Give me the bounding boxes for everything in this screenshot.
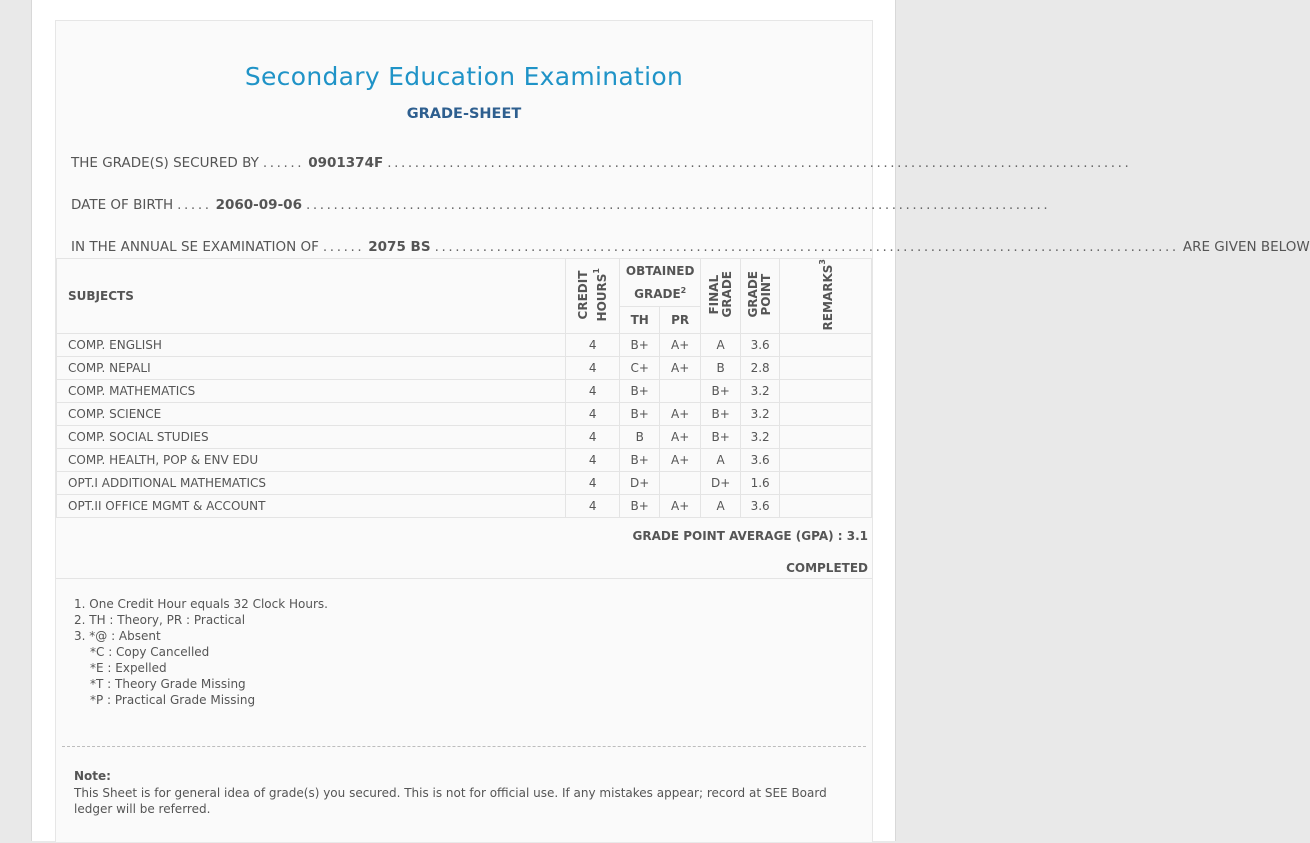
subject-cell: COMP. SOCIAL STUDIES [57, 426, 566, 449]
credit-cell: 4 [566, 495, 620, 518]
header-pr: PR [660, 307, 701, 334]
credit-cell: 4 [566, 472, 620, 495]
footnotes-list [74, 596, 328, 708]
final-grade-cell: B+ [701, 426, 741, 449]
subject-cell: COMP. MATHEMATICS [57, 380, 566, 403]
dot-leader: ............................................................................................................ [434, 239, 1179, 255]
theory-grade-cell: B+ [620, 334, 660, 357]
exam-suffix: ARE GIVEN BELOW [1182, 239, 1310, 255]
dot-leader: ...... [322, 239, 365, 255]
theory-grade-cell: B [620, 426, 660, 449]
subject-cell: COMP. SCIENCE [57, 403, 566, 426]
page-title: Secondary Education Examination [244, 62, 684, 91]
footnote-item: 2. TH : Theory, PR : Practical [74, 613, 246, 627]
footnote-item: *P : Practical Grade Missing [90, 693, 256, 707]
remarks-cell [780, 357, 872, 380]
credit-cell: 4 [566, 334, 620, 357]
table-row [57, 426, 872, 449]
table-row [57, 449, 872, 472]
theory-grade-cell: B+ [620, 449, 660, 472]
practical-grade-cell [660, 380, 701, 403]
secured-by-label: THE GRADE(S) SECURED BY [71, 155, 259, 171]
footnote-item: *T : Theory Grade Missing [90, 677, 246, 691]
remarks-cell [780, 334, 872, 357]
remarks-cell [780, 403, 872, 426]
subject-cell: COMP. ENGLISH [57, 334, 566, 357]
grade-point-cell: 2.8 [741, 357, 780, 380]
grade-point-cell: 3.2 [741, 403, 780, 426]
remarks-cell [780, 472, 872, 495]
credit-cell: 4 [566, 357, 620, 380]
final-grade-cell: A [701, 449, 741, 472]
final-grade-cell: A [701, 495, 741, 518]
theory-grade-cell: C+ [620, 357, 660, 380]
dot-leader: ..... [177, 197, 212, 213]
header-final-grade: FINAL GRADE [701, 259, 741, 334]
table-row [57, 380, 872, 403]
practical-grade-cell: A+ [660, 426, 701, 449]
practical-grade-cell: A+ [660, 449, 701, 472]
grade-point-cell: 3.2 [741, 380, 780, 403]
grade-sheet [55, 20, 1310, 842]
header-subjects: SUBJECTS [57, 259, 566, 334]
practical-grade-cell: A+ [660, 334, 701, 357]
table-row [57, 495, 872, 518]
practical-grade-cell: A+ [660, 403, 701, 426]
dob-line [71, 197, 1051, 213]
dot-leader: ............................................................................................................ [387, 155, 1132, 171]
subject-cell: OPT.I ADDITIONAL MATHEMATICS [57, 472, 566, 495]
remarks-cell [780, 449, 872, 472]
exam-year: 2075 BS [368, 239, 431, 255]
page-container [31, 0, 1310, 841]
header-grade-point: GRADE POINT [741, 259, 780, 334]
practical-grade-cell: A+ [660, 495, 701, 518]
table-row [57, 403, 872, 426]
header-credit-hours: CREDIT HOURS$^1$ [566, 259, 620, 334]
final-grade-cell: B+ [701, 380, 741, 403]
footnote-item: *E : Expelled [90, 661, 167, 675]
footnote-item: *C : Copy Cancelled [90, 645, 210, 659]
final-grade-cell: B+ [701, 403, 741, 426]
credit-cell: 4 [566, 403, 620, 426]
status-badge: COMPLETED [786, 561, 868, 575]
subject-cell: COMP. HEALTH, POP & ENV EDU [57, 449, 566, 472]
theory-grade-cell: B+ [620, 495, 660, 518]
theory-grade-cell: B+ [620, 403, 660, 426]
table-row [57, 472, 872, 495]
credit-cell: 4 [566, 426, 620, 449]
note-heading: Note: [74, 769, 111, 783]
dob-label: DATE OF BIRTH [71, 197, 174, 213]
subject-cell: OPT.II OFFICE MGMT & ACCOUNT [57, 495, 566, 518]
gpa-summary: GRADE POINT AVERAGE (GPA) : 3.1 [632, 529, 868, 543]
practical-grade-cell [660, 472, 701, 495]
subject-cell: COMP. NEPALI [57, 357, 566, 380]
page-subtitle: GRADE-SHEET [406, 106, 522, 122]
header-th: TH [620, 307, 660, 334]
exam-label: IN THE ANNUAL SE EXAMINATION OF [71, 239, 319, 255]
final-grade-cell: A [701, 334, 741, 357]
secured-by-line [71, 155, 1132, 171]
divider [62, 746, 866, 747]
remarks-cell [780, 495, 872, 518]
grade-point-cell: 3.6 [741, 334, 780, 357]
grade-point-cell: 3.6 [741, 449, 780, 472]
exam-line [71, 239, 1310, 255]
footnotes-panel [56, 578, 872, 843]
credit-cell: 4 [566, 380, 620, 403]
credit-cell: 4 [566, 449, 620, 472]
grades-table [56, 258, 872, 518]
theory-grade-cell: B+ [620, 380, 660, 403]
header-remarks: REMARKS$^3$ [780, 259, 872, 334]
dot-leader: ...... [262, 155, 305, 171]
remarks-cell [780, 426, 872, 449]
theory-grade-cell: D+ [620, 472, 660, 495]
footnote-item: 3. *@ : Absent [74, 629, 161, 643]
grade-point-cell: 1.6 [741, 472, 780, 495]
grade-point-cell: 3.6 [741, 495, 780, 518]
table-row [57, 334, 872, 357]
grade-point-cell: 3.2 [741, 426, 780, 449]
final-grade-cell: D+ [701, 472, 741, 495]
note-text: This Sheet is for general idea of grade(s) you secured. This is not for official use. If any mistakes appear; record at SEE Board ledger will be referred. [74, 786, 827, 816]
final-grade-cell: B [701, 357, 741, 380]
remarks-cell [780, 380, 872, 403]
practical-grade-cell: A+ [660, 357, 701, 380]
dob-value: 2060-09-06 [215, 197, 302, 213]
symbol-number: 0901374F [308, 155, 384, 171]
footnote-item: 1. One Credit Hour equals 32 Clock Hours. [74, 597, 328, 611]
dot-leader: ............................................................................................................ [305, 197, 1051, 213]
header-obtained-grade: OBTAINED GRADE$^2$ [620, 259, 701, 307]
table-row [57, 357, 872, 380]
